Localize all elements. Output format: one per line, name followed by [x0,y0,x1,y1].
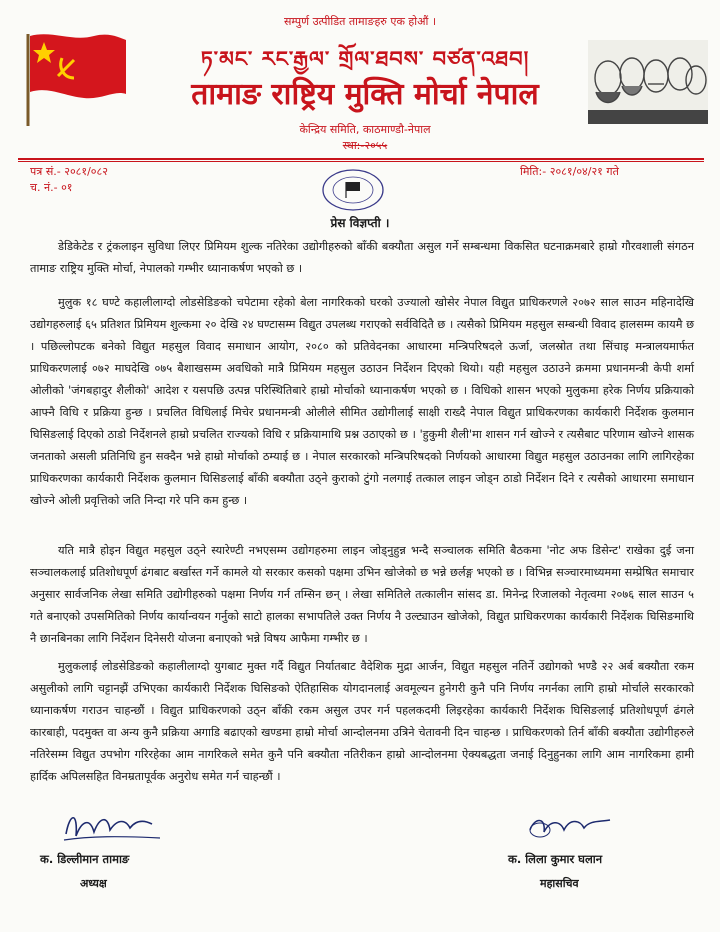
header-divider-thin [18,161,704,162]
body-paragraph-4: मुलुकलाई लोडसेडिङको कहालीलाग्दो युगबाट मुक्त गर्दै विद्युत निर्यातबाट वैदेशिक मुद्रा आर्जन, विद्युत महसुल नतिर्ने उद्योगको भण्डै २२ अर्ब बक्यौता रकम असुलीको लागि चट्टानझैं उभिएका कार्यकारी निर्देशक घिसिङको ऐतिहासिक योगदानलाई अवमूल्यन हुनेगरी कुनै पनि निर्णय नगर्नका लागि हाम्रो मोर्चाले सरकारको ध्यानाकर्षण गराउन चाहन्छौं । विद्युत प्राधिकरणको उठ्न बाँकी रकम असुल उपर गर्न पहलकदमी लिइरहेका कार्यकारी निर्देशक घिसिङलाई प्रतिशोधपूर्ण ढंगले कारबाही, पदमुक्त वा अन्य कुनै प्रक्रिया अगाडि बढाएको खण्डमा हाम्रो मोर्चा आन्दोलनमा उत्रिने चेतावनी दिन चाहन्छ । प्राधिकरणको तिर्न बाँकी बक्यौता उद्योगीहरुले नतिरेसम्म विद्युत उपभोग गरिरहेका आम नागरिकले समेत कुनै पनि बक्यौता नतिरीकन हाम्रो आन्दोलनमा ऐक्यबद्धता जनाई दिनुहुनका लागि आम नागरिकमा हामी हार्दिक अपिलसहित विनम्रतापूर्वक अनुरोध समेत गर्न चाहन्छौं । [30,660,694,783]
document-title: प्रेस विज्ञप्ती । [330,216,390,230]
organization-seal-icon [320,168,386,212]
secretary-post: महासचिव [540,877,579,890]
organization-name: तामाङ राष्ट्रिय मुक्ति मोर्चा नेपाल [191,77,539,112]
letter-number-value: २०८१/०८२ [64,165,108,178]
leaders-portrait-icon [588,40,708,124]
dispatch-number-value: ०१ [61,181,73,194]
red-flag-hammer-sickle-icon [22,28,130,128]
established-year: स्था:-२०५५ [342,139,388,152]
header-divider [18,158,704,160]
secretary-signature-icon [520,810,620,846]
secretary-name: क. लिला कुमार घलान [508,852,603,866]
letter-number-label: पत्र सं.- [30,165,61,178]
date-label: मिति:- [520,165,547,178]
header-script-line: ཏ་མང་ རང་རྒྱལ་ གྲོལ་ཐབས་ བཙན་འཐབ། [200,47,530,71]
body-paragraph-2: मुलुक १८ घण्टे कहालीलाग्दो लोडसेडिङको चपेटामा रहेको बेला नागरिकको घरको उज्यालो खोसेर नेपाल विद्युत प्राधिकरणले २०७२ साल साउन महिनादेखि उद्योगहरुलाई ६५ प्रतिशत प्रिमियम शुल्कमा २० देखि २४ घण्टासम्म विद्युत उपलब्ध गराएको सर्वविदितै छ । त्यसैको प्रिमियम महसुल सम्बन्धी विवाद हालसम्म कायमै छ । पछिल्लोपटक बनेको विद्युत महसुल विवाद समाधान आयोग, २०८० को प्रतिवेदनका आधारमा मन्त्रिपरिषदले ऊर्जा, जलस्रोत तथा सिंचाइ मन्त्रालयमार्फत प्राधिकरणलाई ०७२ माघदेखि ०७५ बैशाखसम्म अवधिको मात्रै प्रिमियम महसुल उठाउन निर्देशन दिएको थियो। यही महसुल उठाउने क्रममा प्रधानमन्त्री केपी शर्मा ओलीको 'जंगबहादुर शैलीको' आदेश र यसपछि उत्पन्न परिस्थितिबारे हाम्रो मोर्चाको ध्यानाकर्षण भएको छ । विधिको शासन भएको मुलुकमा हरेक निर्णय प्रक्रियाको आफ्नै विधि र प्रक्रिया हुन्छ । प्रचलित विधिलाई मिचेर प्रधानमन्त्री ओलीले सीमित उद्योगीलाई साक्षी राख्दै नेपाल विद्युत प्राधिकरणका कार्यकारी निर्देशक कुलमान घिसिङलाई दिएको ठाडो निर्देशनले हाम्रो प्रचलित राज्यको विधि र प्रक्रियामाथि प्रश्न उठाएको छ । 'हुकुमी शैली'मा शासन गर्न खोज्ने र त्यसैबाट परिणाम खोज्ने शासक जनताको असली प्रतिनिधि हुन सक्दैन भन्ने हाम्रो मोर्चाको ठम्याई छ । नेपाल सरकारको मन्त्रिपरिषदको निर्णयको आधारमा विद्युत महसुल उठाउनका लागि लागिरहेका प्राधिकरणका कार्यकारी निर्देशक कुलमान घिसिङलाई बाँकी बक्यौता उठ्ने कुराको टुंगो नलगाई तत्काल लाइन जोड्न ठाडो निर्देशन दिने र त्यसैको आधारमा समाधान खोज्ने ओली प्रवृत्तिको जति निन्दा गरे पनि कम हुन्छ । [30,296,694,507]
chairman-name: क. डिल्लीमान तामाङ [40,852,130,866]
dispatch-number-label: च. नं.- [30,181,58,194]
date-value: २०८१/०४/२१ गते [549,165,619,178]
letter-date [520,164,619,179]
letter-number [30,164,108,179]
header-slogan: सम्पुर्ण उत्पीडित तामाङहरु एक होऔं । [283,15,436,28]
header-subline: केन्द्रिय समिति, काठमाण्डौ-नेपाल [299,123,431,136]
dispatch-number [30,180,73,195]
body-paragraph-3: यति मात्रै होइन विद्युत महसुल उठ्ने स्यारेण्टी नभएसम्म उद्योगहरुमा लाइन जोड्नुहुन्न भन्दै सञ्चालक समिति बैठकमा 'नोट अफ डिसेन्ट' राखेका दुई जना सञ्चालकलाई प्रतिशोधपूर्ण ढंगबाट बर्खास्त गर्ने कामले यो सरकार कसको पक्षमा उभिन खोजेको छ भन्ने छर्लङ्ग भएको छ । विभिन्न सञ्चारमाध्यममा सम्प्रेषित समाचार अनुसार सार्वजनिक लेखा समिति उद्योगीहरुको पक्षमा निर्णय गर्न तम्सिन छन् । लेखा समितिले तत्कालीन सांसद डा. मिनेन्द्र रिजालको नेतृत्वमा २०७६ साल साउन ५ गते बनाएको उपसमितिको निर्णय कार्यान्वयन गर्नुको साटो हालका सभापतिले उक्त निर्णय नै उल्ट्याउन खोजेको, विद्युत प्राधिकरणका कार्यकारी निर्देशक घिसिङमाथि नै छानबिनका लागि निर्देशन दिनेसरी योजना बनाएको भन्ने विषय आफैमा गम्भीर छ । [30,544,694,645]
chairman-post: अध्यक्ष [80,877,107,890]
chairman-signature-icon [60,806,170,846]
body-paragraph-1: डेडिकेटेड र ट्रंकलाइन सुविधा लिएर प्रिमियम शुल्क नतिरेका उद्योगीहरुको बाँकी बक्यौता असुल गर्ने सम्बन्धमा विकसित घटनाक्रमबारे हाम्रो गौरवशाली संगठन तामाङ राष्ट्रिय मुक्ति मोर्चा, नेपालको गम्भीर ध्यानाकर्षण भएको छ । [30,240,694,275]
